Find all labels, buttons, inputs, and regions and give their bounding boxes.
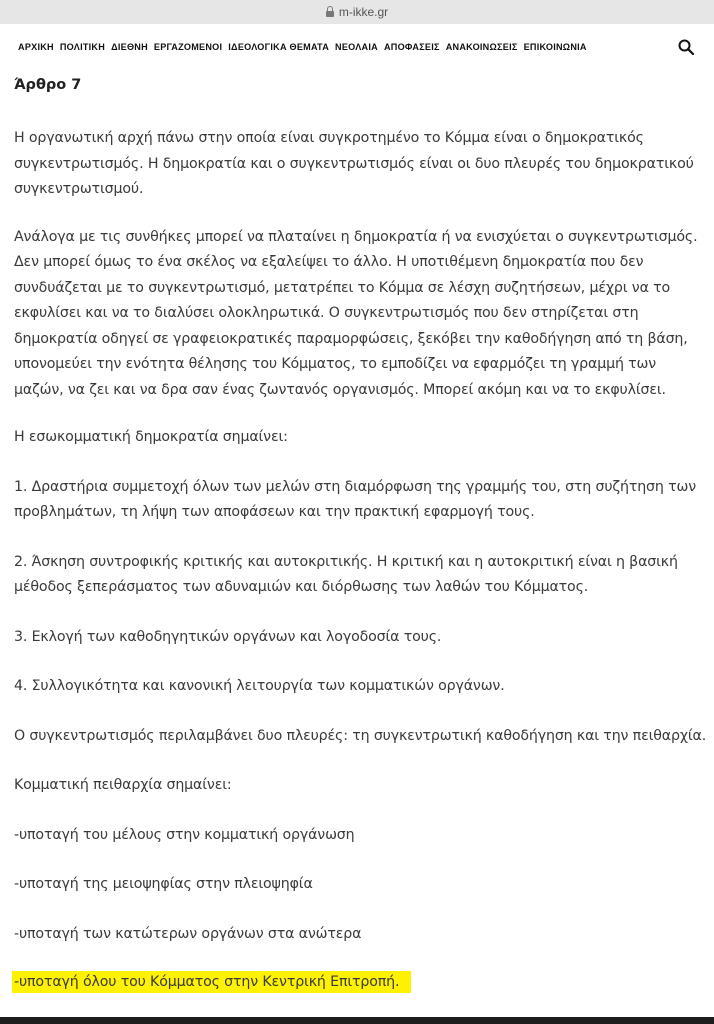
search-icon[interactable]	[678, 39, 694, 55]
article-list-item: -υποταγή της μειοψηφίας στην πλειοψηφία	[14, 876, 313, 892]
article-paragraph: Ο συγκεντρωτισμός περιλαμβάνει δυο πλευρές: τη συγκεντρωτική καθοδήγηση και την πειθαρχία.	[14, 727, 707, 744]
article-list-item: -υποταγή των κατώτερων οργάνων στα ανώτερα	[14, 925, 362, 942]
article-content	[14, 70, 708, 996]
nav-item-workers[interactable]: ΕΡΓΑΖΟΜΕΝΟΙ	[153, 42, 223, 52]
nav-item-ideology[interactable]: ΙΔΕΟΛΟΓΙΚΑ ΘΕΜΑΤΑ	[228, 42, 330, 52]
article-list-item: 1. Δραστήρια συμμετοχή όλων των μελών στη διαμόρφωση της γραμμής του, στη συζήτηση των προβλημάτων, τη λήψη των αποφάσεων και την πρακτική εφαρμογή τους.	[14, 478, 696, 520]
nav-item-home[interactable]: ΑΡΧΙΚΗ	[18, 42, 54, 52]
article-paragraph: Ανάλογα με τις συνθήκες μπορεί να πλαταίνει η δημοκρατία ή να ενισχύεται ο συγκεντρωτισμός. Δεν μπορεί όμως το ένα σκέλος να εξαλείψει το άλλο. Η υποτιθέμενη δημοκρατία που δεν συνδυάζεται με το συγκεντρωτισμό, μετατρέπει το Κόμμα σε λέσχη συζητήσεων, μέχρι να το εκφυλίσει και να το διαλύσει ολοκληρωτικά. Ο συγκεντρωτισμός που δεν στηρίζεται στη δημοκρατία οδηγεί σε γραφειοκρατικές παραμορφώσεις, ξεκόβει την καθοδήγηση από τη βάση, υπονομεύει την ενότητα θέλησης του Κόμματος, το εμποδίζει να εφαρμόζει τη γραμμή των μαζών, να ζει και να δρα σαν ένας ζωντανός οργανισμός. Μπορεί ακόμη και να το εκφυλίσει.	[14, 228, 698, 398]
main-navigation	[0, 24, 714, 70]
article-paragraph: Η εσωκομματική δημοκρατία σημαίνει:	[14, 429, 288, 445]
article-paragraph: Η οργανωτική αρχή πάνω στην οποία είναι συγκροτημένο το Κόμμα είναι ο δημοκρατικός συγκεντρωτισμός. Η δημοκρατία και ο συγκεντρωτισμός είναι οι δυο πλευρές του δημοκρατικού συγκεντρωτισμού.	[14, 130, 694, 197]
nav-item-announcements[interactable]: ΑΝΑΚΟΙΝΩΣΕΙΣ	[445, 42, 518, 52]
url-text: m-ikke.gr	[338, 5, 389, 19]
nav-item-international[interactable]: ΔΙΕΘΝΗ	[111, 42, 148, 52]
article-paragraph: Κομματική πειθαρχία σημαίνει:	[14, 777, 232, 793]
highlighted-text: -υποταγή όλου του Κόμματος στην Κεντρική Επιτροπή.	[12, 971, 411, 993]
article-list-item: 4. Συλλογικότητα και κανονική λειτουργία των κομματικών οργάνων.	[14, 678, 505, 694]
highlighted-paragraph	[14, 970, 708, 996]
nav-item-youth[interactable]: ΝΕΟΛΑΙΑ	[335, 42, 378, 52]
nav-menu	[18, 42, 587, 52]
article-list-item: 3. Εκλογή των καθοδηγητικών οργάνων και λογοδοσία τους.	[14, 628, 442, 645]
nav-item-politics[interactable]: ΠΟΛΙΤΙΚΗ	[59, 42, 106, 52]
nav-item-contact[interactable]: ΕΠΙΚΟΙΝΩΝΙΑ	[523, 42, 587, 52]
article-list-item: 2. Άσκηση συντροφικής κριτικής και αυτοκριτικής. Η κριτική και η αυτοκριτική είναι η βασική μέθοδος ξεπεράσματος των αδυναμιών και διόρθωσης των λαθών του Κόμματος.	[14, 553, 678, 595]
nav-item-decisions[interactable]: ΑΠΟΦΑΣΕΙΣ	[383, 42, 440, 52]
lock-icon	[326, 11, 334, 17]
bottom-bar	[0, 1017, 714, 1024]
address-bar[interactable]	[0, 0, 714, 24]
article-list-item: -υποταγή του μέλους στην κομματική οργάνωση	[14, 826, 355, 843]
article-title: Άρθρο 7	[14, 77, 82, 93]
